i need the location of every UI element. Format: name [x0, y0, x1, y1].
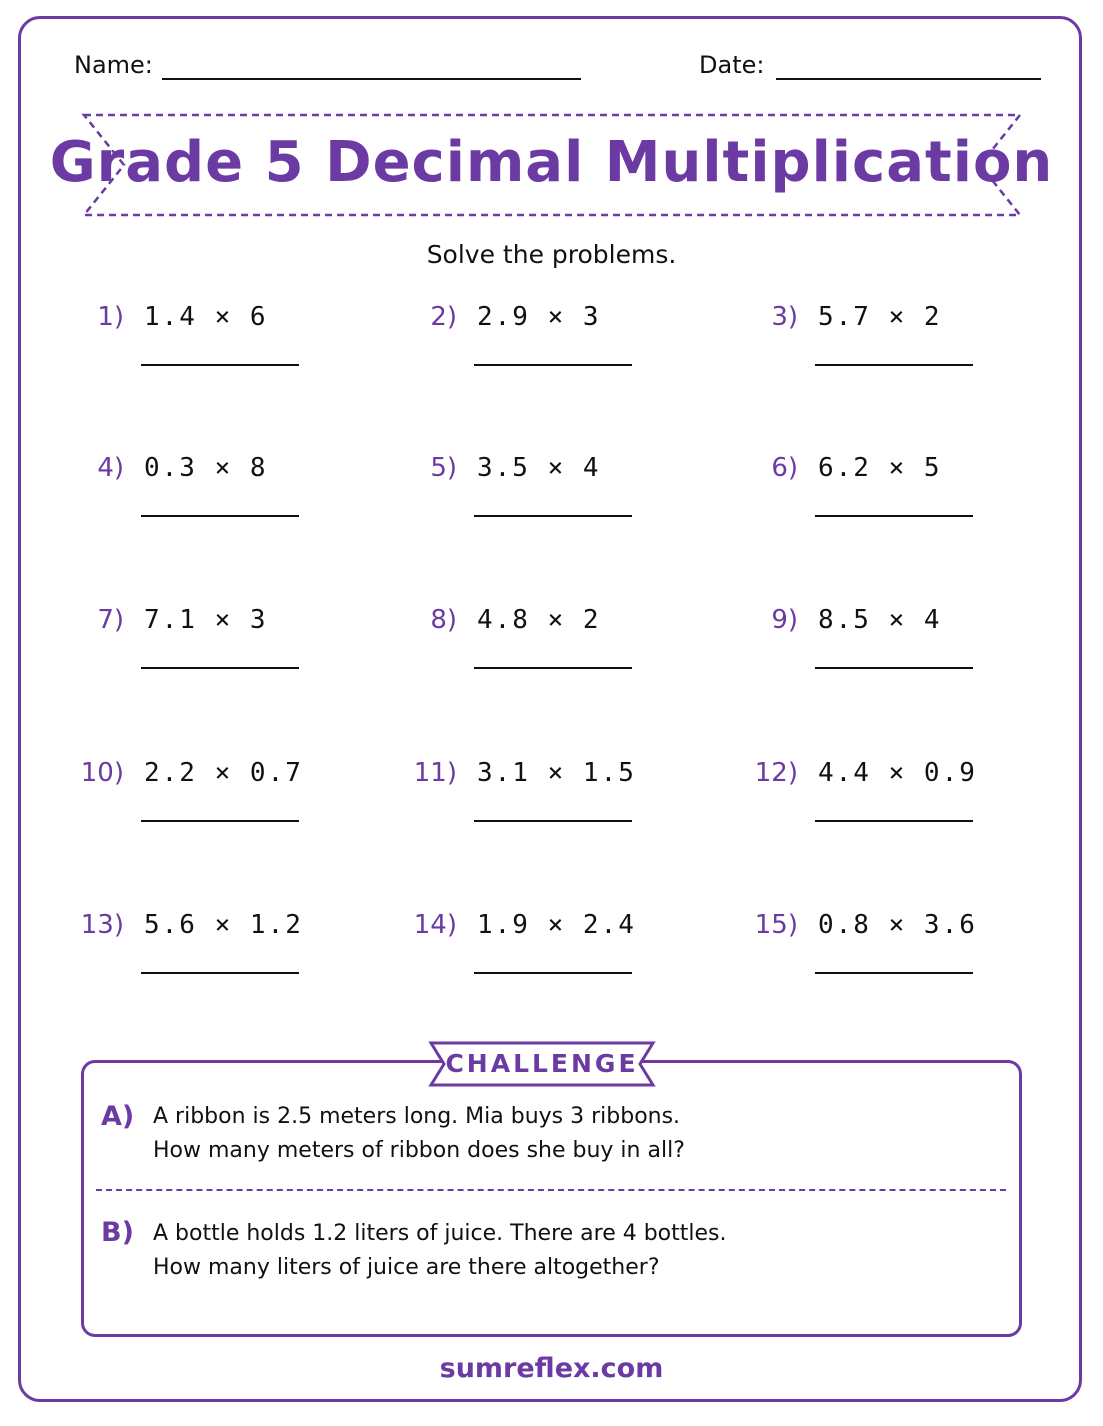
problem-8 [413, 603, 743, 713]
answer-line[interactable] [141, 515, 299, 517]
problem-7 [80, 603, 410, 713]
problem-5 [413, 451, 743, 561]
problem-12 [754, 756, 1084, 866]
problem-15 [754, 908, 1084, 1018]
problem-2 [413, 300, 743, 410]
problem-expression: 6.2 × 5 [818, 453, 942, 483]
problem-number: 6) [771, 453, 798, 483]
problem-expression: 1.9 × 2.4 [477, 910, 636, 940]
challenge-tag [428, 1040, 656, 1088]
answer-line[interactable] [141, 972, 299, 974]
answer-line[interactable] [815, 667, 973, 669]
question-b-letter: B) [101, 1217, 134, 1248]
name-field[interactable] [162, 78, 581, 80]
date-label: Date: [699, 51, 765, 79]
problem-number: 12) [754, 758, 798, 788]
answer-line[interactable] [474, 972, 632, 974]
problem-4 [80, 451, 410, 561]
problem-9 [754, 603, 1084, 713]
problem-expression: 5.6 × 1.2 [144, 910, 303, 940]
problem-expression: 1.4 × 6 [144, 302, 268, 332]
problem-number: 8) [430, 605, 457, 635]
challenge-divider [96, 1189, 1006, 1191]
problem-expression: 0.8 × 3.6 [818, 910, 977, 940]
problem-number: 13) [80, 910, 124, 940]
problem-expression: 4.8 × 2 [477, 605, 601, 635]
answer-line[interactable] [474, 364, 632, 366]
problem-number: 10) [80, 758, 124, 788]
challenge-label: CHALLENGE [445, 1049, 639, 1078]
instructions: Solve the problems. [426, 240, 677, 269]
answer-line[interactable] [141, 667, 299, 669]
problem-number: 3) [771, 302, 798, 332]
name-label: Name: [74, 51, 153, 79]
problem-number: 14) [413, 910, 457, 940]
problem-number: 7) [97, 605, 124, 635]
problem-13 [80, 908, 410, 1018]
answer-line[interactable] [474, 515, 632, 517]
page-title: Grade 5 Decimal Multiplication [49, 130, 1054, 195]
problem-expression: 0.3 × 8 [144, 453, 268, 483]
problem-expression: 8.5 × 4 [818, 605, 942, 635]
problem-expression: 7.1 × 3 [144, 605, 268, 635]
problem-number: 11) [413, 758, 457, 788]
answer-line[interactable] [141, 364, 299, 366]
problem-expression: 3.1 × 1.5 [477, 758, 636, 788]
question-a-letter: A) [101, 1101, 135, 1132]
problem-number: 2) [430, 302, 457, 332]
question-b-line2: How many liters of juice are there altogether? [153, 1255, 660, 1280]
answer-line[interactable] [815, 820, 973, 822]
problem-number: 9) [771, 605, 798, 635]
problem-10 [80, 756, 410, 866]
answer-line[interactable] [474, 820, 632, 822]
answer-line[interactable] [815, 364, 973, 366]
problem-number: 5) [430, 453, 457, 483]
problem-number: 4) [97, 453, 124, 483]
problem-expression: 2.9 × 3 [477, 302, 601, 332]
question-b-line1: A bottle holds 1.2 liters of juice. There are 4 bottles. [153, 1221, 727, 1246]
answer-line[interactable] [141, 820, 299, 822]
problem-6 [754, 451, 1084, 561]
problem-expression: 5.7 × 2 [818, 302, 942, 332]
answer-line[interactable] [474, 667, 632, 669]
problem-3 [754, 300, 1084, 410]
answer-line[interactable] [815, 972, 973, 974]
problem-11 [413, 756, 743, 866]
footer-site: sumreflex.com [439, 1353, 664, 1384]
problem-number: 15) [754, 910, 798, 940]
question-a-line1: A ribbon is 2.5 meters long. Mia buys 3 ribbons. [153, 1104, 681, 1129]
problem-expression: 4.4 × 0.9 [818, 758, 977, 788]
problem-1 [80, 300, 410, 410]
question-a-line2: How many meters of ribbon does she buy in all? [153, 1138, 685, 1163]
problem-expression: 3.5 × 4 [477, 453, 601, 483]
answer-line[interactable] [815, 515, 973, 517]
problem-14 [413, 908, 743, 1018]
problem-number: 1) [97, 302, 124, 332]
problem-expression: 2.2 × 0.7 [144, 758, 303, 788]
date-field[interactable] [776, 78, 1041, 80]
